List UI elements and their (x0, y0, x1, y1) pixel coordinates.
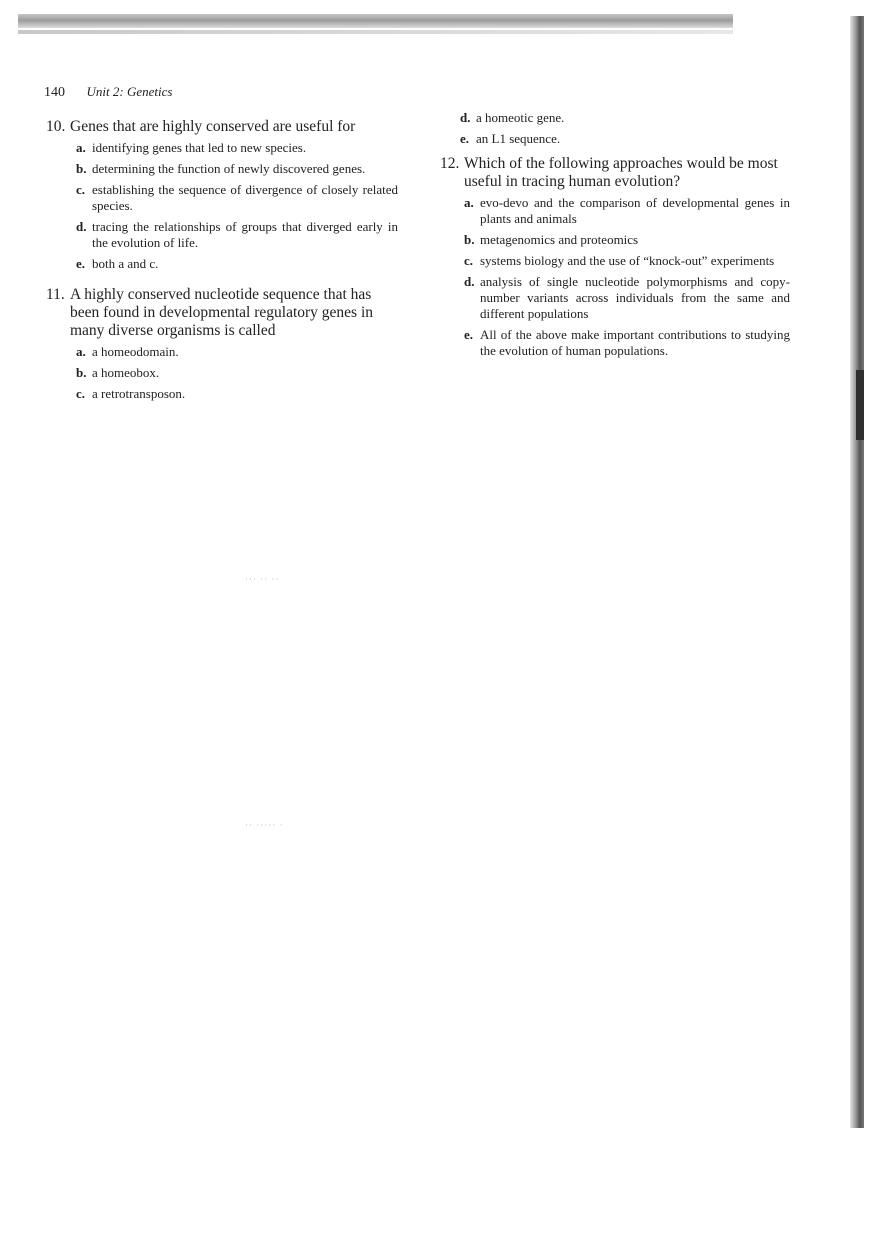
question-12 (440, 155, 790, 359)
option-letter: c. (464, 253, 474, 268)
question-text: A highly conserved nucleotide sequence that has been found in developmental regulatory genes in many diverse organisms is called (70, 286, 374, 339)
scan-edge-right (850, 16, 864, 1128)
option-letter: a. (464, 195, 474, 210)
option-text: both a and c. (92, 256, 159, 271)
right-column (440, 110, 790, 369)
option-text: a homeodomain. (92, 344, 179, 359)
option-list (440, 195, 790, 359)
option-letter: e. (76, 256, 86, 271)
option-item (76, 344, 398, 360)
option-text: a homeotic gene. (476, 110, 565, 125)
option-letter: a. (76, 140, 86, 155)
scan-smudge: ··· ·· ·· (245, 574, 280, 584)
option-list-continued (440, 110, 790, 147)
option-item (464, 195, 790, 227)
option-item (76, 182, 398, 214)
option-text: a retrotransposon. (92, 386, 186, 401)
question-number: 11. (46, 286, 65, 303)
option-text: analysis of single nucleotide polymorphisms and copy-number variants across individuals from the same and different populations (480, 274, 790, 321)
option-item (460, 131, 790, 147)
option-text: evo-devo and the comparison of developmental genes in plants and animals (480, 195, 790, 226)
option-item (76, 256, 398, 272)
option-item (464, 232, 790, 248)
option-text: identifying genes that led to new species. (92, 140, 307, 155)
question-text: Which of the following approaches would be most useful in tracing human evolution? (464, 155, 778, 190)
option-text: All of the above make important contributions to studying the evolution of human populations. (480, 327, 790, 358)
option-item (464, 327, 790, 359)
option-text: establishing the sequence of divergence of closely related species. (92, 182, 398, 213)
option-item (464, 274, 790, 322)
option-letter: d. (460, 110, 471, 125)
question-11 (46, 286, 398, 402)
option-letter: b. (76, 161, 87, 176)
question-number: 10. (46, 118, 66, 135)
option-text: determining the function of newly discovered genes. (92, 161, 366, 176)
option-text: a homeobox. (92, 365, 160, 380)
option-letter: e. (464, 327, 474, 342)
scan-edge-top-shadow (18, 30, 733, 34)
option-item (76, 386, 398, 402)
option-letter: b. (464, 232, 475, 247)
scan-edge-right-dark (856, 370, 864, 440)
unit-title: Unit 2: Genetics (86, 84, 173, 99)
option-letter: e. (460, 131, 470, 146)
option-list (46, 140, 398, 272)
option-text: an L1 sequence. (476, 131, 561, 146)
option-letter: d. (76, 219, 87, 234)
option-item (76, 140, 398, 156)
page-header (44, 84, 172, 101)
left-column (46, 118, 398, 412)
scan-smudge: ·· ····· · (245, 820, 284, 830)
option-letter: d. (464, 274, 475, 289)
option-item (460, 110, 790, 126)
scan-edge-top (18, 14, 733, 28)
question-text: Genes that are highly conserved are useful for (70, 118, 356, 135)
option-list (46, 344, 398, 402)
question-10 (46, 118, 398, 272)
option-text: metagenomics and proteomics (480, 232, 639, 247)
option-text: systems biology and the use of “knock-out” experiments (480, 253, 775, 268)
page-number: 140 (44, 85, 65, 100)
option-item (76, 365, 398, 381)
option-item (76, 161, 398, 177)
option-item (464, 253, 790, 269)
option-text: tracing the relationships of groups that diverged early in the evolution of life. (92, 219, 398, 250)
option-letter: b. (76, 365, 87, 380)
option-letter: c. (76, 386, 86, 401)
option-item (76, 219, 398, 251)
question-number: 12. (440, 155, 460, 172)
option-letter: c. (76, 182, 86, 197)
option-letter: a. (76, 344, 86, 359)
